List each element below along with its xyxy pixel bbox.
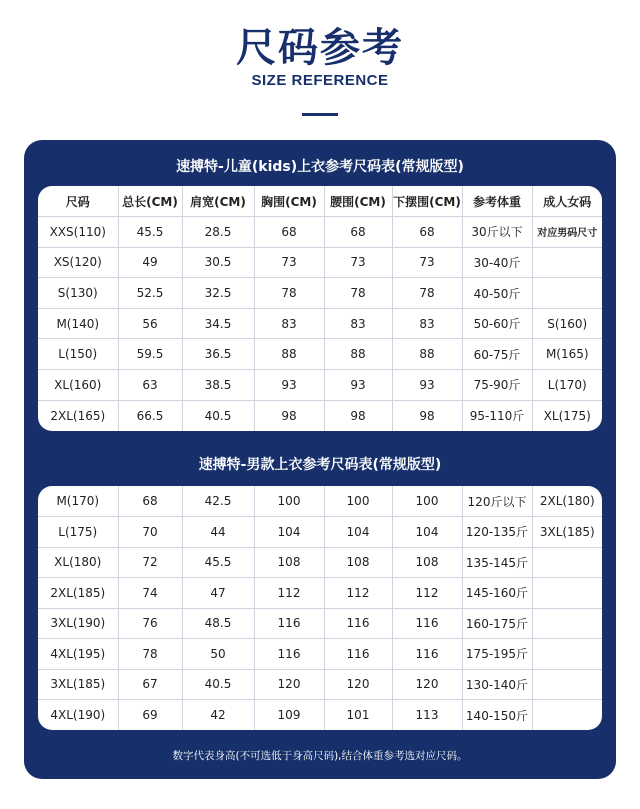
table-cell: 44: [182, 517, 254, 548]
table-cell: 36.5: [182, 339, 254, 370]
table-cell: 93: [254, 370, 324, 401]
column-header: 尺码: [38, 186, 118, 217]
table-cell: 63: [118, 370, 182, 401]
table-cell: 175-195斤: [462, 639, 532, 670]
table-cell: 4XL(195): [38, 639, 118, 670]
table-cell: 108: [324, 547, 392, 578]
table-cell: 66.5: [118, 400, 182, 431]
table-cell: 100: [392, 486, 462, 517]
table-row: [38, 308, 602, 339]
table-cell: 88: [254, 339, 324, 370]
men-table-title: 速搏特-男款上衣参考尺码表(常规版型): [198, 457, 442, 473]
table-cell: 93: [324, 370, 392, 401]
men-size-table: [38, 486, 602, 730]
table-cell: 109: [254, 700, 324, 731]
column-header: 总长(CM): [118, 186, 182, 217]
table-cell: 68: [254, 217, 324, 248]
column-header: 成人女码: [532, 186, 602, 217]
table-cell: 120: [254, 669, 324, 700]
table-cell: 40-50斤: [462, 278, 532, 309]
table-cell: 76: [118, 608, 182, 639]
table-cell: 75-90斤: [462, 370, 532, 401]
table-cell: 116: [324, 639, 392, 670]
table-cell: 120-135斤: [462, 517, 532, 548]
table-cell: 40.5: [182, 400, 254, 431]
table-cell: 74: [118, 578, 182, 609]
table-cell: 50-60斤: [462, 308, 532, 339]
table-cell: 160-175斤: [462, 608, 532, 639]
table-row: [38, 608, 602, 639]
table-cell: 78: [254, 278, 324, 309]
table-cell: [532, 669, 602, 700]
table-row: [38, 370, 602, 401]
table-row: [38, 578, 602, 609]
page-subtitle: SIZE REFERENCE: [251, 72, 389, 89]
table-cell: 78: [392, 278, 462, 309]
table-cell: M(140): [38, 308, 118, 339]
table-cell: 59.5: [118, 339, 182, 370]
table-cell: 116: [392, 608, 462, 639]
table-cell: 140-150斤: [462, 700, 532, 731]
table-cell: 2XL(165): [38, 400, 118, 431]
table-cell: 30斤以下: [462, 217, 532, 248]
table-cell: 83: [254, 308, 324, 339]
table-cell: [532, 547, 602, 578]
table-cell: S(160): [532, 308, 602, 339]
table-cell: 45.5: [182, 547, 254, 578]
table-cell: 101: [324, 700, 392, 731]
table-cell: 120斤以下: [462, 486, 532, 517]
table-cell: 93: [392, 370, 462, 401]
table-cell: 3XL(185): [532, 517, 602, 548]
table-cell: 112: [324, 578, 392, 609]
column-header: 参考体重: [462, 186, 532, 217]
table-cell: 100: [324, 486, 392, 517]
table-cell: 42: [182, 700, 254, 731]
table-row: [38, 278, 602, 309]
table-cell: 120: [392, 669, 462, 700]
table-cell: M(170): [38, 486, 118, 517]
column-header: 胸围(CM): [254, 186, 324, 217]
table-cell: 30.5: [182, 247, 254, 278]
table-row: [38, 247, 602, 278]
table-cell: 116: [254, 608, 324, 639]
table-cell: 32.5: [182, 278, 254, 309]
table-cell: 2XL(180): [532, 486, 602, 517]
table-cell: M(165): [532, 339, 602, 370]
column-header: 下摆围(CM): [392, 186, 462, 217]
table-cell: XL(175): [543, 408, 591, 423]
table-cell: 116: [324, 608, 392, 639]
table-cell: 112: [392, 578, 462, 609]
table-cell: 108: [392, 547, 462, 578]
table-cell: 98: [392, 400, 462, 431]
size-chart-panel: [24, 140, 616, 779]
table-cell: 98: [254, 400, 324, 431]
table-row: [38, 486, 602, 517]
table-cell: 88: [392, 339, 462, 370]
table-cell: 68: [324, 217, 392, 248]
table-row: [38, 517, 602, 548]
table-cell: 40.5: [182, 669, 254, 700]
table-cell: [532, 639, 602, 670]
table-cell: 50: [182, 639, 254, 670]
page-title: 尺码参考: [236, 25, 404, 71]
table-cell: 49: [118, 247, 182, 278]
table-row: [38, 547, 602, 578]
table-cell: 60-75斤: [462, 339, 532, 370]
table-row: [38, 639, 602, 670]
title-divider: [302, 113, 338, 116]
table-cell: 100: [254, 486, 324, 517]
table-cell: 67: [118, 669, 182, 700]
table-cell: 95-110斤: [462, 400, 532, 431]
table-cell: [532, 247, 602, 278]
table-cell: 70: [118, 517, 182, 548]
table-row: [38, 700, 602, 731]
table-cell: 120: [324, 669, 392, 700]
table-cell: 48.5: [182, 608, 254, 639]
table-cell: 28.5: [182, 217, 254, 248]
kids-table-title: 速搏特-儿童(kids)上衣参考尺码表(常规版型): [176, 159, 464, 175]
table-cell: 116: [254, 639, 324, 670]
table-cell: 83: [324, 308, 392, 339]
table-row: [38, 217, 602, 248]
table-cell: 135-145斤: [462, 547, 532, 578]
table-cell: 2XL(185): [38, 578, 118, 609]
table-cell: 68: [118, 486, 182, 517]
table-cell: 83: [392, 308, 462, 339]
table-row: [38, 669, 602, 700]
table-cell: [532, 278, 602, 309]
table-cell: 116: [392, 639, 462, 670]
table-cell: 112: [254, 578, 324, 609]
footnote: 数字代表身高(不可选低于身高尺码),结合体重参考选对应尺码。: [172, 750, 468, 762]
table-cell: 52.5: [118, 278, 182, 309]
table-cell: 73: [254, 247, 324, 278]
table-cell: L(150): [38, 339, 118, 370]
table-cell: 4XL(190): [38, 700, 118, 731]
table-cell: 78: [324, 278, 392, 309]
table-cell: 68: [392, 217, 462, 248]
table-cell: L(170): [532, 370, 602, 401]
table-cell: 78: [118, 639, 182, 670]
table-row: [38, 339, 602, 370]
table-cell: [532, 700, 602, 731]
table-cell: XL(180): [38, 547, 118, 578]
table-cell: 47: [182, 578, 254, 609]
table-cell: 73: [392, 247, 462, 278]
table-cell: 42.5: [182, 486, 254, 517]
table-header-row: [38, 186, 602, 217]
table-cell: S(130): [38, 278, 118, 309]
table-cell: 72: [118, 547, 182, 578]
table-cell: 104: [392, 517, 462, 548]
column-header: 肩宽(CM): [182, 186, 254, 217]
table-cell: 30-40斤: [462, 247, 532, 278]
table-cell: 对应男码尺寸: [532, 217, 602, 248]
table-cell: XXS(110): [38, 217, 118, 248]
table-cell: XL(160): [38, 370, 118, 401]
table-cell: XS(120): [38, 247, 118, 278]
table-cell: 104: [254, 517, 324, 548]
table-cell: 3XL(190): [38, 608, 118, 639]
page-header: [0, 0, 640, 140]
table-cell: 56: [118, 308, 182, 339]
table-cell: 34.5: [182, 308, 254, 339]
table-cell: 108: [254, 547, 324, 578]
kids-size-table: [38, 186, 602, 431]
table-cell: 69: [118, 700, 182, 731]
table-cell: 88: [324, 339, 392, 370]
table-cell: 38.5: [182, 370, 254, 401]
table-cell: 73: [324, 247, 392, 278]
table-cell: L(175): [38, 517, 118, 548]
table-cell: 113: [392, 700, 462, 731]
column-header: 腰围(CM): [324, 186, 392, 217]
table-cell: 130-140斤: [462, 669, 532, 700]
table-cell: [532, 608, 602, 639]
table-cell: 3XL(185): [38, 669, 118, 700]
table-cell: 145-160斤: [462, 578, 532, 609]
table-cell: 98: [324, 400, 392, 431]
table-row: [38, 400, 602, 431]
table-cell: 45.5: [118, 217, 182, 248]
table-cell: [532, 578, 602, 609]
table-cell: 104: [324, 517, 392, 548]
